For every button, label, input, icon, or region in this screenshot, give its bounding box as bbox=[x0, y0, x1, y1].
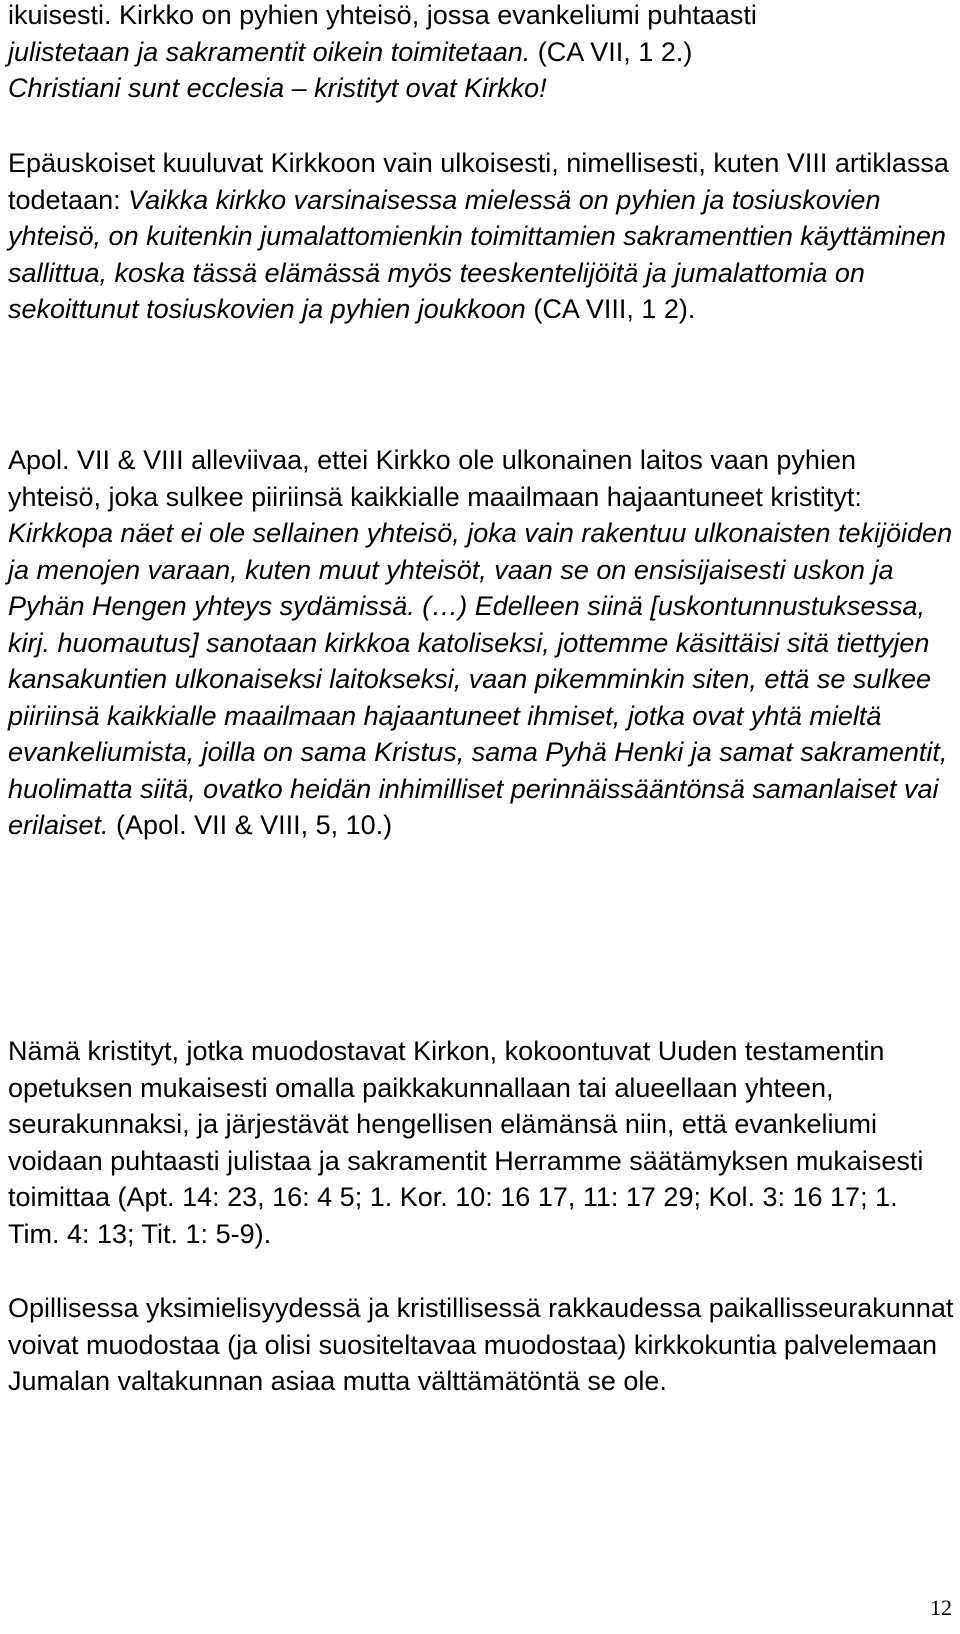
text-run: Nämä kristityt, jotka muodostavat Kirkon, kokoontuvat Uuden testamentin opetuksen mukaisesti omalla paikkakunnallaan tai alueellaan yhteen, seurakunnaksi, ja järjestävät hengellisen elämänsä niin, että evankeliumi voidaan puhtaasti julistaa ja sakramentit Herramme säätämyksen mukaisesti toimittaa (Apt. 14: 23, 16: 4 5; 1. Kor. 10: 16 17, 11: 17 29; Kol. 3: 16 17; 1. Tim. 4: 13; Tit. 1: 5-9). bbox=[8, 1036, 924, 1249]
text-run-italic: Vaikka kirkko varsinaisessa mielessä on pyhien ja tosiuskovien yhteisö, on kuitenkin jumalattomienkin toimittamien sakramenttien käyttäminen sallittua, koska tässä elämässä myös teeskentelijöitä ja jumalattomia on sekoittunut tosiuskovien ja pyhien joukkoon bbox=[8, 184, 946, 324]
text-run-italic: Kirkkopa näet ei ole sellainen yhteisö, joka vain rakentuu ulkonaisten tekijöiden ja menojen varaan, kuten muut yhteisöt, vaan se on ensisijaisesti uskon ja Pyhän Hengen yhteys sydämissä. (…) Edelleen siinä [uskontunnustuksessa, kirj. huomautus] sanotaan kirkkoa katoliseksi, jottemme käsittäisi sitä tiettyjen kansakuntien ulkonaiseksi laitokseksi, vaan pikemminkin siten, että se sulkee piiriinsä kaikkialle maailmaan hajaantuneet ihmiset, jotka ovat yhtä mieltä evankeliumista, joilla on sama Kristus, sama Pyhä Henki ja samat sakramentit, huolimatta siitä, ovatko heidän inhimilliset perinnäissääntönsä samanlaiset vai erilaiset. bbox=[8, 518, 953, 840]
text-run-italic: julistetaan ja sakramentit oikein toimitetaan. bbox=[8, 36, 531, 67]
paragraph-2 bbox=[8, 145, 956, 328]
page-number: 12 bbox=[930, 1595, 952, 1620]
paragraph-5 bbox=[8, 1290, 956, 1400]
text-run: Opillisessa yksimielisyydessä ja kristillisessä rakkaudessa paikallisseurakunnat voivat muodostaa (ja olisi suositeltavaa muodostaa) kirkkokuntia palvelemaan Jumalan valtakunnan asiaa mutta välttämätöntä se ole. bbox=[8, 1293, 954, 1396]
text-run: ikuisesti. Kirkko on pyhien yhteisö, jossa evankeliumi puhtaasti bbox=[8, 0, 757, 30]
text-run: (Apol. VII & VIII, 5, 10.) bbox=[108, 810, 393, 840]
paragraph-4 bbox=[8, 1033, 956, 1252]
paragraph-1 bbox=[8, 0, 956, 107]
text-run: (CA VIII, 1 2). bbox=[525, 294, 696, 324]
text-run: Epäuskoiset kuuluvat Kirkkoon vain ulkoisesti, nimellisesti, kuten VIII artiklassa todetaan: bbox=[8, 148, 949, 215]
paragraph-3 bbox=[8, 442, 956, 844]
text-run: (CA VII, 1 2.) bbox=[530, 36, 693, 67]
text-run-italic: Christiani sunt ecclesia – kristityt ovat Kirkko! bbox=[8, 73, 547, 103]
text-run: Apol. VII & VIII alleviivaa, ettei Kirkko ole ulkonainen laitos vaan pyhien yhteisö, joka sulkee piiriinsä kaikkialle maailmaan hajaantuneet kristityt: bbox=[8, 445, 862, 512]
